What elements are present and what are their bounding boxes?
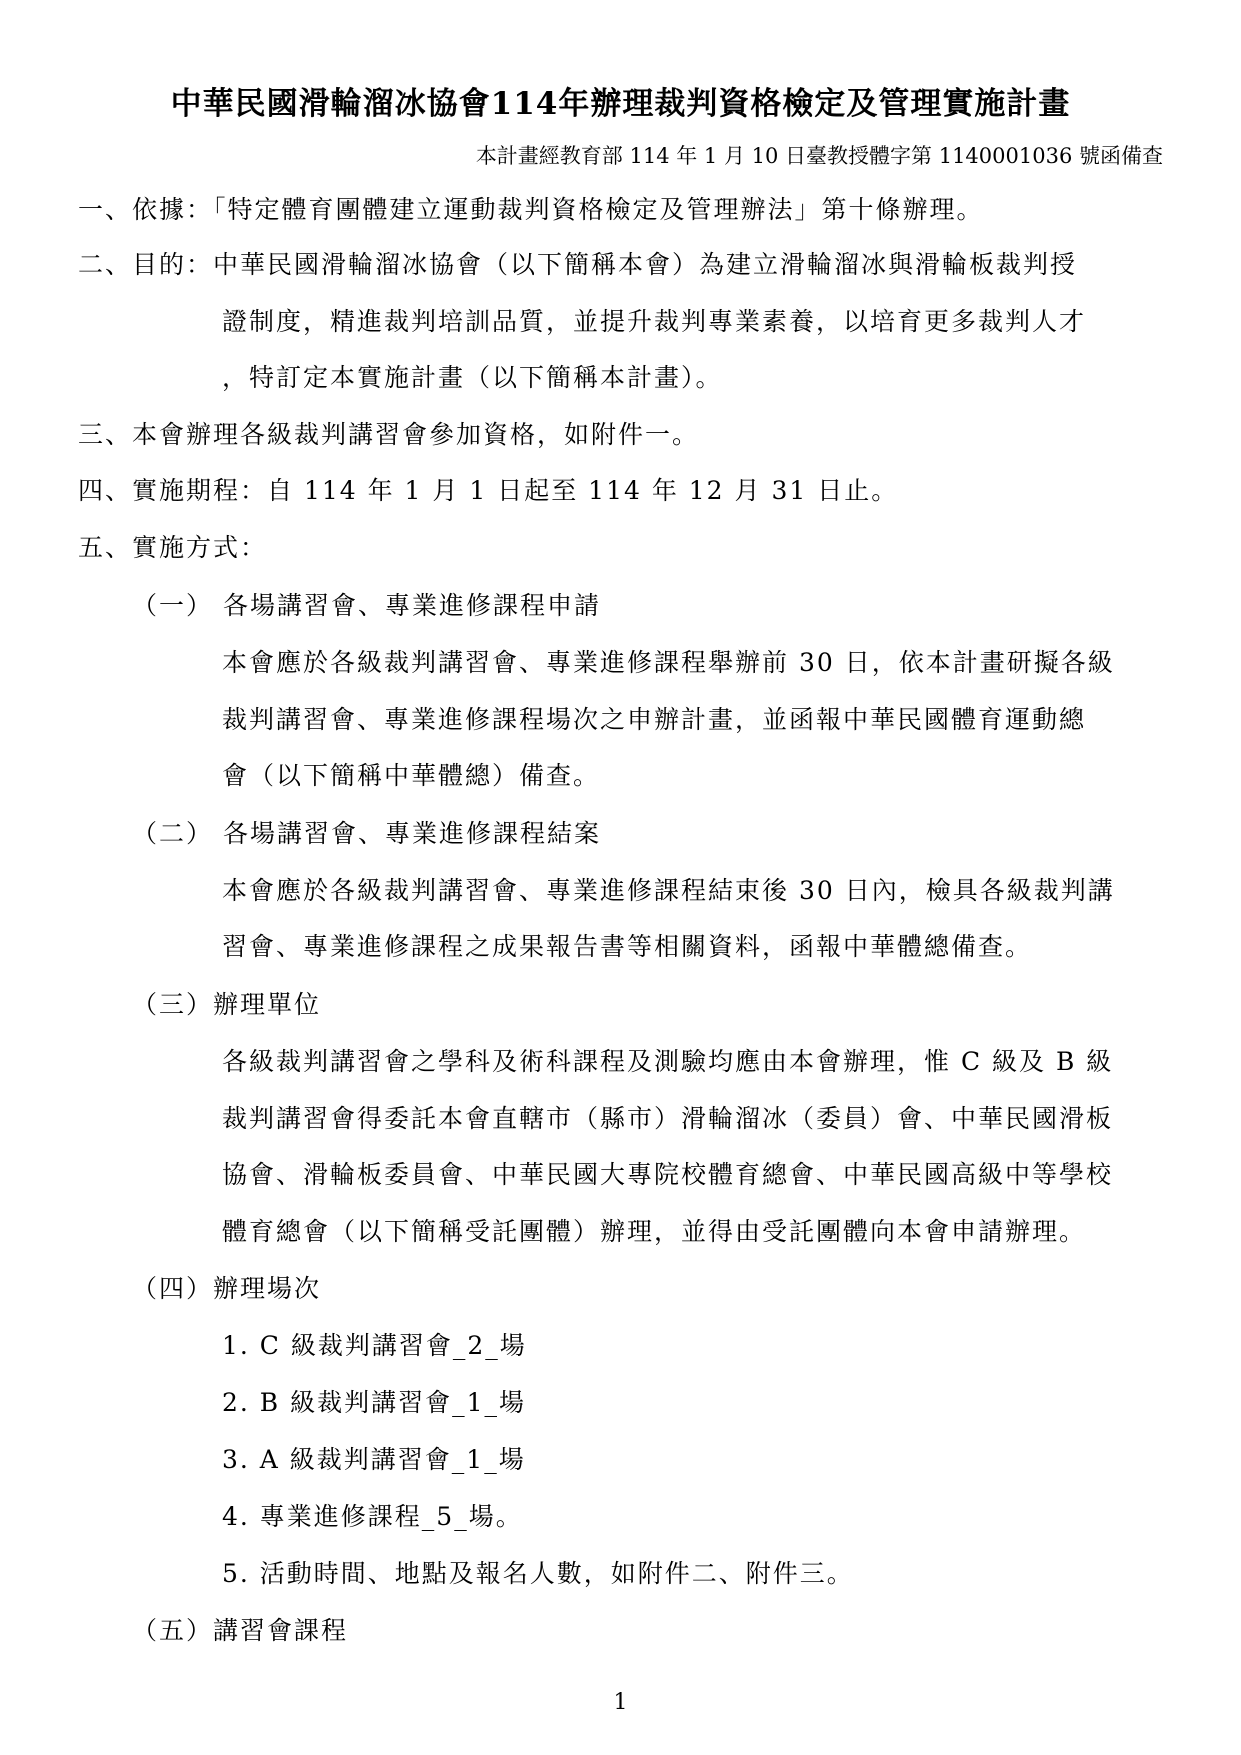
document-title: 中華民國滑輪溜冰協會114年辦理裁判資格檢定及管理實施計畫 (170, 86, 1071, 122)
subsection-3-line-4: 體育總會（以下簡稱受託團體）辦理，並得由受託團體向本會申請辦理。 (222, 1217, 1087, 1246)
subsection-1-line-2: 裁判講習會、專業進修課程場次之申辦計畫，並函報中華民國體育運動總 (222, 705, 1087, 734)
subsection-1-heading: （一） 各場講習會、專業進修課程申請 (132, 591, 601, 620)
subsection-2-line-2: 習會、專業進修課程之成果報告書等相關資料，函報中華體總備查。 (222, 932, 1033, 961)
approval-reference: 本計畫經教育部 114 年 1 月 10 日臺教授體字第 1140001036 號函備查 (475, 144, 1163, 168)
section-3: 三、本會辦理各級裁判講習會參加資格，如附件一。 (78, 420, 700, 449)
subsection-5-heading: （五）講習會課程 (132, 1616, 349, 1645)
session-item-1: 1. C 級裁判講習會_2_場 (222, 1331, 527, 1360)
section-2-line-3: ，特訂定本實施計畫（以下簡稱本計畫）。 (222, 363, 723, 392)
subsection-3-line-2: 裁判講習會得委託本會直轄市（縣市）滑輪溜冰（委員）會、中華民國滑板 (222, 1104, 1114, 1133)
section-2-line-2: 證制度，精進裁判培訓品質，並提升裁判專業素養，以培育更多裁判人才 (222, 307, 1087, 336)
subsection-3-line-1: 各級裁判講習會之學科及術科課程及測驗均應由本會辦理，惟 C 級及 B 級 (222, 1047, 1114, 1076)
subsection-4-heading: （四）辦理場次 (132, 1274, 322, 1303)
session-item-4: 4. 專業進修課程_5_場。 (222, 1502, 523, 1531)
session-item-5: 5. 活動時間、地點及報名人數，如附件二、附件三。 (222, 1559, 854, 1588)
session-item-2: 2. B 級裁判講習會_1_場 (222, 1388, 527, 1417)
subsection-3-line-3: 協會、滑輪板委員會、中華民國大專院校體育總會、中華民國高級中等學校 (222, 1160, 1114, 1189)
section-4: 四、實施期程：自 114 年 1 月 1 日起至 114 年 12 月 31 日止。 (78, 476, 899, 505)
subsection-2-line-1: 本會應於各級裁判講習會、專業進修課程結束後 30 日內，檢具各級裁判講 (222, 876, 1115, 905)
section-1: 一、依據：「特定體育團體建立運動裁判資格檢定及管理辦法」第十條辦理。 (78, 195, 984, 224)
subsection-2-heading: （二） 各場講習會、專業進修課程結案 (132, 819, 601, 848)
subsection-1-line-3: 會（以下簡稱中華體總）備查。 (222, 761, 601, 790)
subsection-1-line-1: 本會應於各級裁判講習會、專業進修課程舉辦前 30 日，依本計畫研擬各級 (222, 648, 1115, 677)
section-2-line-1: 二、目的：中華民國滑輪溜冰協會（以下簡稱本會）為建立滑輪溜冰與滑輪板裁判授 (78, 250, 1078, 279)
session-item-3: 3. A 級裁判講習會_1_場 (222, 1445, 526, 1474)
section-5-heading: 五、實施方式： (78, 533, 268, 562)
page-number: 1 (613, 1690, 628, 1715)
subsection-3-heading: （三）辦理單位 (132, 990, 322, 1019)
